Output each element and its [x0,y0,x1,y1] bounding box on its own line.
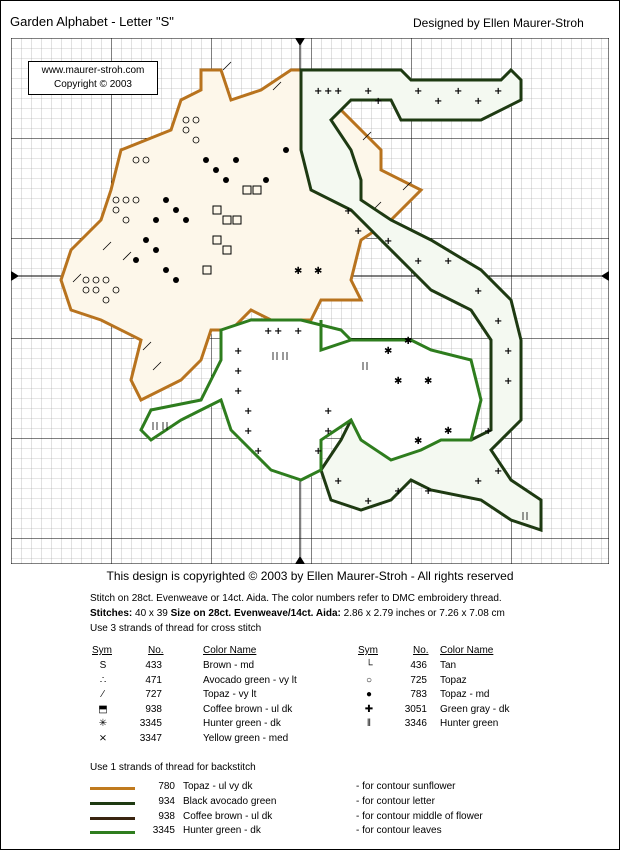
legend-number: 3051 [404,703,427,715]
backstitch-description: - for contour sunflower [356,781,456,792]
svg-text:+: + [234,366,243,377]
backstitch-name: Coffee brown - ul dk [183,810,273,822]
legend-no-header-right: No. [413,645,429,656]
svg-text:+: + [504,376,513,387]
info-stitches [90,608,505,619]
svg-text:+: + [264,326,273,337]
size-value: 2.86 x 2.79 inches or 7.26 x 7.08 cm [343,608,505,619]
svg-text:+: + [244,406,253,417]
credit-url: www.maurer-stroh.com [41,65,145,76]
size-label: Size on 28ct. Evenweave/14ct. Aida: [170,608,341,619]
svg-text:+: + [234,346,243,357]
svg-text:+: + [474,96,483,107]
backstitch-number: 780 [158,781,175,792]
svg-text:+: + [364,496,373,507]
svg-text:+: + [474,476,483,487]
stitches-value: 40 x 39 [135,608,168,619]
svg-text:+: + [384,236,393,247]
copyright-line: This design is copyrighted © 2003 by Ellen Maurer-Stroh - All rights reserved [106,569,514,583]
svg-text:+: + [334,86,343,97]
backstitch-description: - for contour letter [356,795,435,807]
svg-text:+: + [424,486,433,497]
legend-symbol: ○ [365,674,373,686]
svg-text:+: + [244,426,253,437]
svg-text:+: + [334,476,343,487]
chart-grid [11,38,609,564]
legend-color-header-left: Color Name [203,645,257,656]
svg-text:✱: ✱ [294,266,303,277]
legend-sym-header-right: Sym [358,645,378,656]
svg-text:+: + [294,326,303,337]
svg-text:✱: ✱ [384,346,393,357]
designer-credit: Designed by Ellen Maurer-Stroh [413,16,584,30]
legend-color-name: Coffee brown - ul dk [203,703,293,715]
legend-number: 3345 [139,718,162,729]
legend-symbol: ✚ [364,703,374,715]
legend-number: 727 [145,689,162,700]
stitches-label: Stitches: [90,608,133,619]
svg-text:+: + [454,86,463,97]
legend-number: 433 [145,660,162,671]
legend-color-header-right: Color Name [440,645,494,656]
svg-text:✱: ✱ [394,376,403,387]
svg-text:✱: ✱ [404,336,413,347]
svg-text:+: + [434,96,443,107]
svg-text:+: + [494,316,503,327]
backstitch-name: Hunter green - dk [183,825,261,837]
legend-color-name: Topaz - md [440,689,490,700]
svg-text:+: + [314,446,323,457]
legend-color-name: Topaz [440,674,467,686]
legend-color-name: Yellow green - med [203,732,289,744]
svg-text:+: + [444,256,453,267]
legend-number: 725 [410,674,427,686]
backstitch-number: 938 [158,810,175,822]
svg-text:+: + [274,326,283,337]
svg-text:+: + [484,426,493,437]
info-strands-cross: Use 3 strands of thread for cross stitch [90,623,262,634]
legend-symbol: ✳ [98,718,108,729]
legend-color-name: Brown - md [203,660,255,671]
legend-color-name: Topaz - vy lt [203,689,257,700]
svg-text:+: + [354,226,363,237]
legend-symbol: ‖ [366,718,372,729]
svg-text:+: + [414,86,423,97]
info-strands-back: Use 1 strands of thread for backstitch [90,762,256,773]
svg-text:+: + [394,486,403,497]
legend-color-name: Hunter green - dk [203,718,281,729]
legend-color-name: Green gray - dk [440,703,510,715]
info-line1: Stitch on 28ct. Evenweave or 14ct. Aida. The color numbers refer to DMC embroidery thread. [90,593,502,604]
backstitch-number: 3345 [152,825,175,837]
svg-text:+: + [314,86,323,97]
legend-number: 783 [410,689,427,700]
legend-symbol: └ [365,660,373,671]
legend-symbol: ⬒ [98,703,108,715]
backstitch-name: Black avocado green [183,795,277,807]
backstitch-name: Topaz - ul vy dk [183,781,253,792]
chart-svg [11,38,609,564]
svg-text:+: + [494,86,503,97]
svg-text:+: + [414,256,423,267]
legend-color-name: Hunter green [440,718,499,729]
svg-text:+: + [374,96,383,107]
page-title: Garden Alphabet - Letter "S" [10,14,174,29]
svg-text:✱: ✱ [444,426,453,437]
legend-no-header-left: No. [148,645,164,656]
legend-number: 938 [145,703,162,715]
legend-symbol: ∕ [102,689,104,700]
svg-text:✱: ✱ [424,376,433,387]
svg-text:+: + [494,466,503,477]
svg-text:+: + [324,86,333,97]
legend-symbol: ∴ [99,674,107,686]
legend-sym-header-left: Sym [92,645,112,656]
svg-text:+: + [324,406,333,417]
legend-color-name: Tan [440,660,457,671]
svg-text:+: + [504,346,513,357]
legend-number: 3346 [404,718,427,729]
svg-text:✱: ✱ [314,266,323,277]
backstitch-description: - for contour leaves [356,825,442,837]
credit-box [28,61,158,95]
credit-copyright: Copyright © 2003 [54,79,132,90]
svg-text:+: + [474,286,483,297]
svg-text:+: + [344,206,353,217]
legend-symbol: ⨯ [98,732,108,744]
svg-text:+: + [364,86,373,97]
legend-number: 3347 [139,732,162,744]
backstitch-number: 934 [158,795,175,807]
svg-text:✱: ✱ [414,436,423,447]
legend-color-name: Avocado green - vy lt [203,674,297,686]
svg-text:+: + [234,386,243,397]
backstitch-description: - for contour middle of flower [356,810,483,822]
legend-symbol: ● [365,689,373,700]
legend-symbol: S [99,660,107,671]
svg-text:+: + [324,426,333,437]
legend-number: 471 [145,674,162,686]
legend-number: 436 [410,660,427,671]
svg-text:+: + [254,446,263,457]
